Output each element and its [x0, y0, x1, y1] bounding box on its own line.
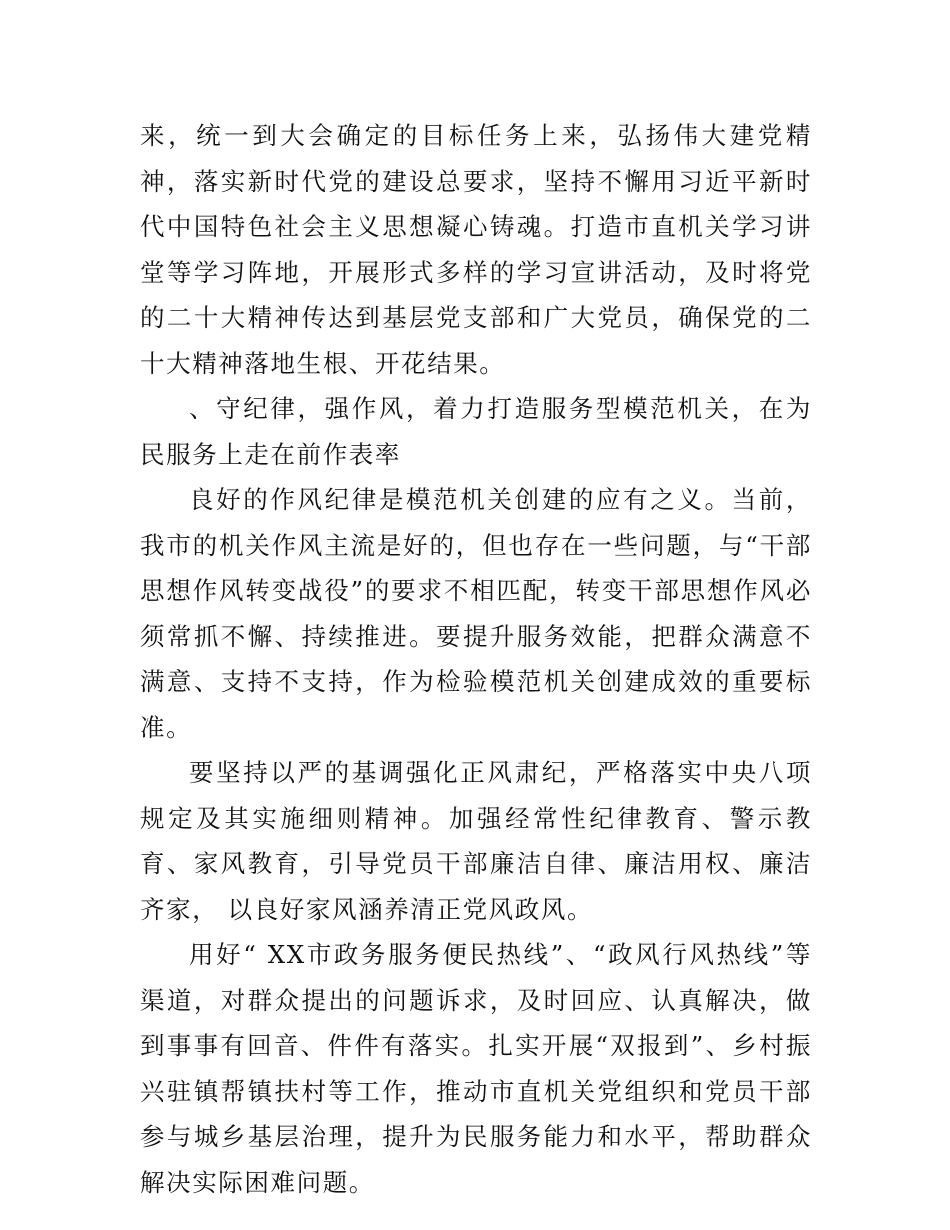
paragraph: 要坚持以严的基调强化正风肃纪，严格落实中央八项规定及其实施细则精神。加强经常性纪律教育、警示教育、家风教育，引导党员干部廉洁自律、廉洁用权、廉洁齐家， 以良好家风涵养清正党风政风。 — [140, 758, 812, 924]
document-body — [140, 113, 812, 1205]
paragraph: 用好“ XX市政务服务便民热线”、“政风行风热线”等渠道，对群众提出的问题诉求，及时回应、认真解决，做到事事有回音、件件有落实。扎实开展“双报到”、乡村振兴驻镇帮镇扶村等工作，推动市直机关党组织和党员干部参与城乡基层治理，提升为民服务能力和水平，帮助群众解决实际困难问题。 — [140, 940, 812, 1197]
paragraph-continuation: 来，统一到大会确定的目标任务上来，弘扬伟大建党精神，落实新时代党的建设总要求，坚持不懈用习近平新时代中国特色社会主义思想凝心铸魂。打造市直机关学习讲堂等学习阵地，开展形式多样的学习宣讲活动，及时将党的二十大精神传达到基层党支部和广大党员，确保党的二十大精神落地生根、开花结果。 — [140, 121, 812, 378]
paragraph: 良好的作风纪律是模范机关创建的应有之义。当前，我市的机关作风主流是好的，但也存在一些问题，与“干部思想作风转变战役”的要求不相匹配，转变干部思想作风必须常抓不懈、持续推进。要提升服务效能，把群众满意不满意、支持不支持，作为检验模范机关创建成效的重要标准。 — [140, 485, 812, 742]
section-heading: 、守纪律，强作风，着力打造服务型模范机关，在为民服务上走在前作表率 — [140, 394, 812, 469]
